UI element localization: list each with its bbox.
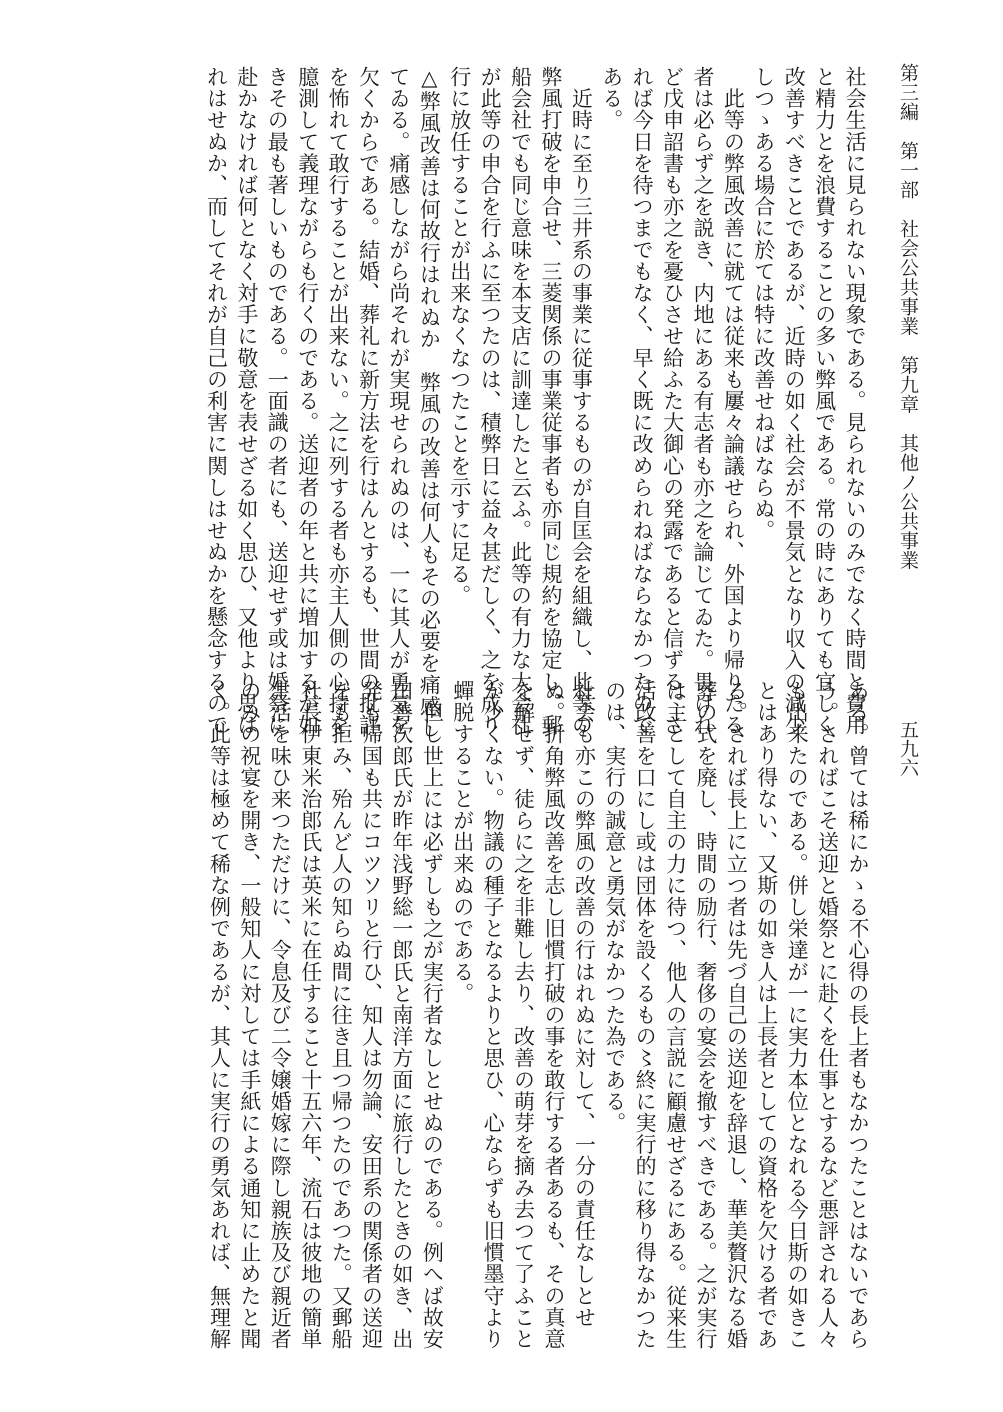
text-line: も出来たのである。併し栄達が一に実力本位となれる今日斯の如きこ (785, 680, 810, 1350)
text-line: のみの祝宴を開き、一般知人に対しては手紙による通知に止めたと聞 (237, 680, 262, 1350)
text-line: ある。 (599, 66, 624, 131)
text-line: を解せず、徒らに之を非難し去り、改善の萌芽を摘み去つて了ふこと (511, 680, 536, 1350)
text-line: 社会も亦この弊風の改善の行はれぬに対して、一分の責任なしとせ (572, 680, 597, 1328)
text-line: れはせぬか、而してそれが自己の利害に関しはせぬかを懸念するので (204, 66, 229, 736)
text-line: 赴かなければ何となく対手に敬意を表せざる如く思ひ、又他より思は (234, 66, 259, 736)
upper-text-block (201, 66, 870, 739)
text-line: 但し世上には必ずしも之が実行者なしとせぬのである。例へば故安 (420, 680, 445, 1350)
running-head: 第三編 第一部 社会公共事業 第九章 其他ノ公共事業 (897, 63, 919, 570)
text-line: 弊風打破を申合せ、三菱関係の事業従事者も亦同じ規約を協定し、郵 (538, 66, 563, 736)
text-line: く。此等は極めて稀な例であるが、其人に実行の勇気あれば、無理解 (207, 680, 232, 1350)
text-line: ぬ。折角弊風改善を志し旧慣打破の事を敢行する者あるも、その真意 (541, 680, 566, 1350)
text-line: 行に放任することが出来なくなつたことを示すに足る。 (447, 66, 472, 606)
text-line: ど戊申詔書も亦之を憂ひさせ給ふた大御心の発露であると信ずる。さ (660, 66, 685, 736)
text-line: のは、実行の誠意と勇気がなかつた為である。 (602, 680, 627, 1134)
text-line: 蟬脱することが出来ぬのである。 (450, 680, 475, 1004)
text-line: は主として自主の力に待つ、他人の言説に顧慮せざるにある。従来生 (663, 680, 688, 1350)
text-line: を怖れて敢行することが出来ない。之に列する者も亦主人側の心持を (326, 66, 351, 736)
text-line: きその最も著しいものである。一面識の者にも、送迎せず或は婚祭に (265, 66, 290, 736)
text-line: が此等の申合を行ふに至つたのは、積弊日に益々甚だしく、之を成り (478, 66, 503, 736)
text-line: とはあり得ない、又斯の如き人は上長者としての資格を欠ける者であ (754, 680, 779, 1350)
text-line: 臆測して義理ながらも行くのである。送迎者の年と共に増加するが如 (295, 66, 320, 736)
text-line: ある。曾ては稀にかゝる不心得の長上者もなかつたことはないであら (846, 680, 870, 1350)
text-line: 改善すべきことであるが、近時の如く社会が不景気となり収入の減少 (782, 66, 807, 736)
text-line: と精力とを浪費することの多い弊風である。常の時にありても宜しく (812, 66, 837, 736)
text-line: をも拒み、殆んど人の知らぬ間に往き且つ帰つたのであつた。又郵船 (329, 680, 354, 1350)
lower-text-block (204, 680, 873, 1350)
text-line: が少くない。物議の種子となるよりと思ひ、心ならずも旧慣墨守より (481, 680, 506, 1350)
text-line: 社会生活に見られない現象である。見られないのみでなく時間と費用 (843, 66, 867, 736)
text-line: しつゝある場合に於ては特に改善せねばならぬ。 (751, 66, 776, 542)
text-line: 活改善を口にし或は団体を設くるもの〻終に実行的に移り得なかつた (633, 680, 658, 1350)
text-line: う。さればこそ送迎と婚祭とに赴くを仕事とするなど悪評される人々 (815, 680, 840, 1350)
text-line: る。されば長上に立つ者は先づ自己の送迎を辞退し、華美贅沢なる婚 (724, 680, 749, 1350)
text-line: 欠くからである。結婚、葬礼に新方法を行はんとするも、世間の批評 (356, 66, 381, 736)
text-line: 葬の式を廃し、時間の励行、奢侈の宴会を撤すべきである。之が実行 (693, 680, 718, 1350)
page-number: 五九六 (897, 720, 919, 777)
text-line: 生活を味ひ来つただけに、令息及び二令嬢婚嫁に際し親族及び親近者 (268, 680, 293, 1350)
text-line: △弊風改善は何故行はれぬか 弊風の改善は何人もその必要を痛感し (417, 66, 442, 739)
text-line: てゐる。痛感しながら尚それが実現せられぬのは、一に其人が勇気を (386, 66, 411, 736)
text-line: れば今日を待つまでもなく、早く既に改められねばならなかつたので (630, 66, 655, 736)
text-line: 此等の弊風改善に就ては従来も屢々論議せられ、外国より帰りたる (721, 66, 746, 736)
text-line: 田善次郎氏が昨年浅野総一郎氏と南洋方面に旅行したときの如き、出 (389, 680, 414, 1350)
text-line: 船会社でも同じ意味を本支店に訓達したと云ふ。此等の有力な大会社 (508, 66, 533, 736)
text-line: 発も帰国も共にコツソリと行ひ、知人は勿論、安田系の関係者の送迎 (359, 680, 384, 1350)
text-line: 者は必らず之を説き、内地にある有志者も亦之を論じてゐた。畏けれ (690, 66, 715, 736)
text-line: 社長伊東米治郎氏は英米に在任すること十五六年、流石は彼地の簡単 (298, 680, 323, 1350)
text-line: 近時に至り三井系の事業に従事するものが自匡会を組織し、此等の (569, 66, 594, 736)
